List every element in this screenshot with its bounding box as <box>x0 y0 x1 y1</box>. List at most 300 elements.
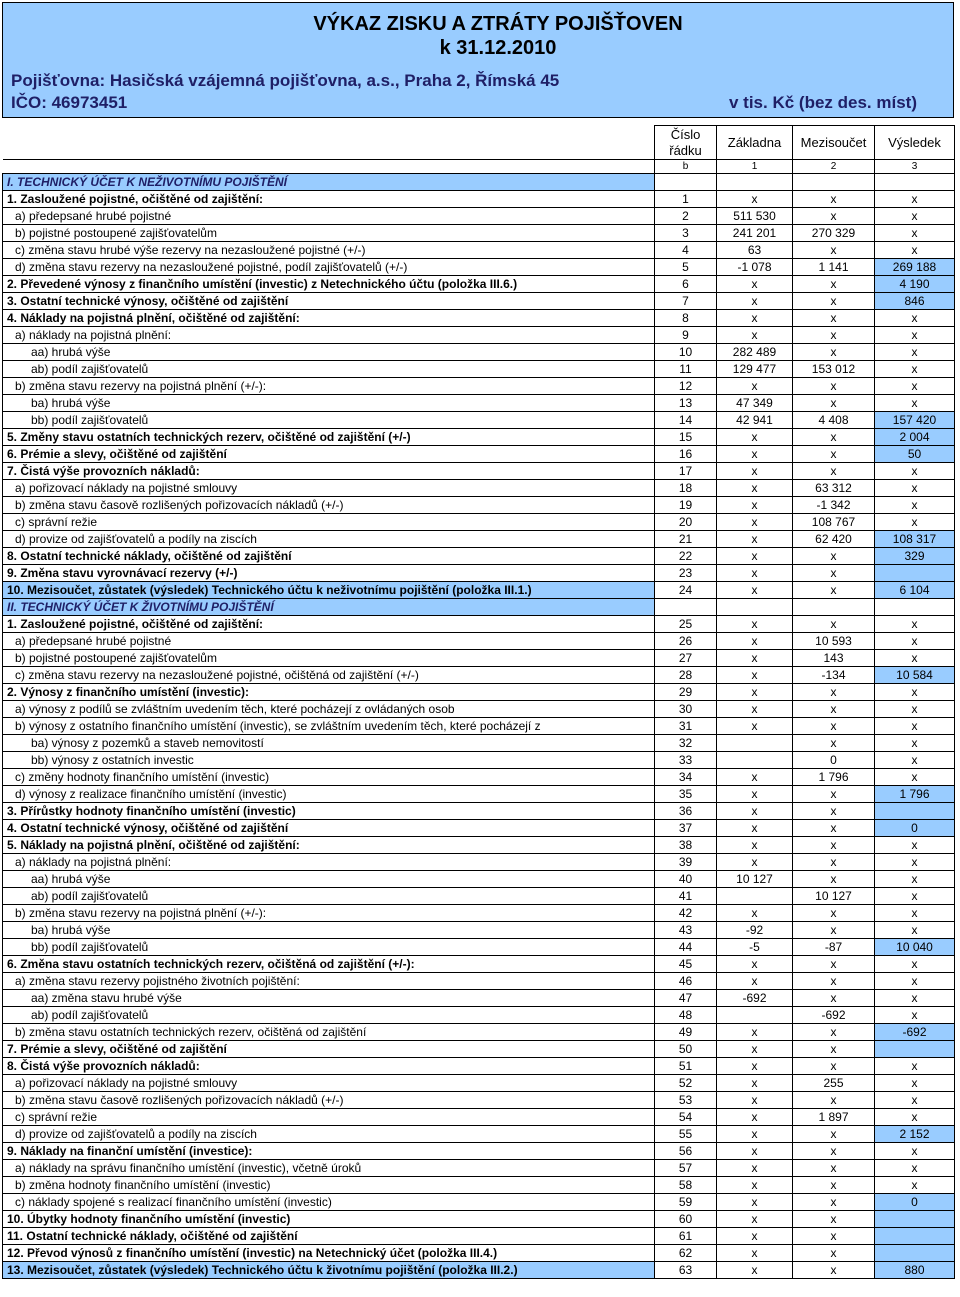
row-number-cell: 15 <box>655 429 717 446</box>
row-label: 2. Výnosy z finančního umístění (investic): <box>3 684 655 701</box>
col-base: Základna <box>717 126 793 160</box>
table-row <box>3 514 955 531</box>
subtotal-cell: x <box>793 378 875 395</box>
base-cell: x <box>717 1177 793 1194</box>
row-label: b) pojistné postoupené zajišťovatelům <box>3 650 655 667</box>
table-row <box>3 1211 955 1228</box>
subtotal-cell: x <box>793 803 875 820</box>
row-number-cell: 46 <box>655 973 717 990</box>
subtotal-cell: x <box>793 1024 875 1041</box>
row-label: 9. Změna stavu vyrovnávací rezervy (+/-) <box>3 565 655 582</box>
subtotal-cell: x <box>793 956 875 973</box>
section-blank-cell <box>793 174 875 191</box>
row-label: a) náklady na pojistná plnění: <box>3 327 655 344</box>
subtotal-cell: 143 <box>793 650 875 667</box>
row-label: c) změna stavu rezervy na nezasloužené pojistné, očištěná od zajištění (+/-) <box>3 667 655 684</box>
section-blank-cell <box>717 599 793 616</box>
result-cell: 0 <box>875 1194 955 1211</box>
table-row <box>3 1092 955 1109</box>
subtotal-cell: 1 796 <box>793 769 875 786</box>
base-cell: x <box>717 1211 793 1228</box>
row-label: bb) výnosy z ostatních investic <box>3 752 655 769</box>
report-date: k 31.12.2010 <box>439 37 557 59</box>
row-number-cell: 6 <box>655 276 717 293</box>
row-number-cell: 3 <box>655 225 717 242</box>
subtotal-cell: x <box>793 684 875 701</box>
base-cell: x <box>717 582 793 599</box>
row-number-cell: 57 <box>655 1160 717 1177</box>
base-cell: x <box>717 1075 793 1092</box>
result-cell: 846 <box>875 293 955 310</box>
base-cell: x <box>717 820 793 837</box>
result-cell: 10 040 <box>875 939 955 956</box>
result-cell: 880 <box>875 1262 955 1279</box>
subtotal-cell: x <box>793 701 875 718</box>
result-cell: x <box>875 225 955 242</box>
row-label: ba) výnosy z pozemků a staveb nemovitostí <box>3 735 655 752</box>
row-number-cell: 20 <box>655 514 717 531</box>
table-row <box>3 888 955 905</box>
subtotal-cell: 4 408 <box>793 412 875 429</box>
result-cell: x <box>875 990 955 1007</box>
table-row <box>3 378 955 395</box>
section-blank-cell <box>655 174 717 191</box>
code-base: 1 <box>717 160 793 174</box>
base-cell: 129 477 <box>717 361 793 378</box>
row-number-cell: 48 <box>655 1007 717 1024</box>
result-cell: x <box>875 769 955 786</box>
row-number-cell: 8 <box>655 310 717 327</box>
subtotal-cell: 0 <box>793 752 875 769</box>
base-cell: x <box>717 905 793 922</box>
subtotal-cell: x <box>793 208 875 225</box>
table-row <box>3 1177 955 1194</box>
row-number-cell: 41 <box>655 888 717 905</box>
row-number-cell: 25 <box>655 616 717 633</box>
row-label: a) předepsané hrubé pojistné <box>3 208 655 225</box>
row-number-cell: 29 <box>655 684 717 701</box>
row-number-cell: 36 <box>655 803 717 820</box>
subtotal-cell: x <box>793 1245 875 1262</box>
base-cell: -1 078 <box>717 259 793 276</box>
row-label: b) pojistné postoupené zajišťovatelům <box>3 225 655 242</box>
row-label: 13. Mezisoučet, zůstatek (výsledek) Technického účtu k životnímu pojištění (položka III.2.) <box>3 1262 655 1279</box>
base-cell: x <box>717 1024 793 1041</box>
result-cell: x <box>875 1075 955 1092</box>
result-cell: x <box>875 871 955 888</box>
result-cell: 0 <box>875 820 955 837</box>
row-label: a) změna stavu rezervy pojistného životních pojištění: <box>3 973 655 990</box>
table-row <box>3 531 955 548</box>
row-label: ab) podíl zajišťovatelů <box>3 1007 655 1024</box>
row-label: 12. Převod výnosů z finančního umístění (investic) na Netechnický účet (položka III.4.) <box>3 1245 655 1262</box>
base-cell: 63 <box>717 242 793 259</box>
subtotal-cell: -134 <box>793 667 875 684</box>
base-cell: x <box>717 633 793 650</box>
result-cell: x <box>875 854 955 871</box>
row-number-cell: 63 <box>655 1262 717 1279</box>
row-label: b) změna stavu rezervy na pojistná plnění (+/-): <box>3 905 655 922</box>
base-cell: x <box>717 429 793 446</box>
table-row <box>3 395 955 412</box>
row-label: 10. Úbytky hodnoty finančního umístění (investic) <box>3 1211 655 1228</box>
base-cell <box>717 752 793 769</box>
row-label: 7. Prémie a slevy, očištěné od zajištění <box>3 1041 655 1058</box>
result-cell: x <box>875 497 955 514</box>
row-number-cell: 16 <box>655 446 717 463</box>
table-row <box>3 837 955 854</box>
row-number-cell: 11 <box>655 361 717 378</box>
table-row <box>3 1024 955 1041</box>
table-row <box>3 1228 955 1245</box>
row-label: bb) podíl zajišťovatelů <box>3 412 655 429</box>
row-label: d) provize od zajišťovatelů a podíly na ziscích <box>3 531 655 548</box>
base-cell: 42 941 <box>717 412 793 429</box>
row-number-cell: 51 <box>655 1058 717 1075</box>
table-row <box>3 769 955 786</box>
code-row-no: b <box>655 160 717 174</box>
subtotal-cell: x <box>793 735 875 752</box>
row-label: a) výnosy z podílů se zvláštním uvedením těch, které pocházejí z ovládaných osob <box>3 701 655 718</box>
subtotal-cell: x <box>793 548 875 565</box>
col-result: Výsledek <box>875 126 955 160</box>
table-row <box>3 1109 955 1126</box>
subtotal-cell: x <box>793 786 875 803</box>
subtotal-cell: x <box>793 616 875 633</box>
row-number-cell: 27 <box>655 650 717 667</box>
base-cell: x <box>717 1262 793 1279</box>
table-row <box>3 1007 955 1024</box>
subtotal-cell: x <box>793 1262 875 1279</box>
row-number-cell: 47 <box>655 990 717 1007</box>
row-number-cell: 40 <box>655 871 717 888</box>
result-cell: x <box>875 1058 955 1075</box>
base-cell <box>717 1007 793 1024</box>
row-number-cell: 35 <box>655 786 717 803</box>
row-number-cell: 10 <box>655 344 717 361</box>
row-number-cell: 14 <box>655 412 717 429</box>
row-number-cell: 12 <box>655 378 717 395</box>
row-number-cell: 43 <box>655 922 717 939</box>
base-cell: x <box>717 769 793 786</box>
row-label: bb) podíl zajišťovatelů <box>3 939 655 956</box>
base-cell: x <box>717 378 793 395</box>
row-number-cell: 18 <box>655 480 717 497</box>
result-cell: x <box>875 752 955 769</box>
result-cell: x <box>875 378 955 395</box>
row-number-cell: 54 <box>655 1109 717 1126</box>
subtotal-cell: x <box>793 1194 875 1211</box>
row-label: 4. Ostatní technické výnosy, očištěné od zajištění <box>3 820 655 837</box>
row-number-cell: 62 <box>655 1245 717 1262</box>
result-cell: -692 <box>875 1024 955 1041</box>
result-cell: x <box>875 1109 955 1126</box>
subtotal-cell: x <box>793 990 875 1007</box>
row-number-cell: 38 <box>655 837 717 854</box>
row-label: 4. Náklady na pojistná plnění, očištěné od zajištění: <box>3 310 655 327</box>
subtotal-cell: x <box>793 191 875 208</box>
base-cell: x <box>717 956 793 973</box>
subtotal-cell: x <box>793 446 875 463</box>
result-cell: 157 420 <box>875 412 955 429</box>
base-cell: x <box>717 565 793 582</box>
result-cell: x <box>875 463 955 480</box>
table-row <box>3 310 955 327</box>
result-cell: 269 188 <box>875 259 955 276</box>
table-row <box>3 752 955 769</box>
code-subtotal: 2 <box>793 160 875 174</box>
row-label: 8. Čistá výše provozních nákladů: <box>3 1058 655 1075</box>
table-row <box>3 463 955 480</box>
base-cell: x <box>717 1228 793 1245</box>
row-label: ba) hrubá výše <box>3 922 655 939</box>
base-cell: x <box>717 480 793 497</box>
unit-note: v tis. Kč (bez des. míst) <box>729 93 917 112</box>
row-label: a) pořizovací náklady na pojistné smlouvy <box>3 1075 655 1092</box>
base-cell: x <box>717 667 793 684</box>
base-cell: x <box>717 718 793 735</box>
subtotal-cell: -1 342 <box>793 497 875 514</box>
table-row <box>3 939 955 956</box>
subtotal-cell: 270 329 <box>793 225 875 242</box>
row-number-cell: 9 <box>655 327 717 344</box>
result-cell: 10 584 <box>875 667 955 684</box>
row-number-cell: 45 <box>655 956 717 973</box>
row-label: aa) hrubá výše <box>3 344 655 361</box>
result-cell: x <box>875 242 955 259</box>
col-row-no: Číslo řádku <box>655 126 717 160</box>
row-number-cell: 24 <box>655 582 717 599</box>
section-blank-cell <box>717 174 793 191</box>
subtotal-cell: 63 312 <box>793 480 875 497</box>
subtotal-cell: x <box>793 837 875 854</box>
row-label: b) výnosy z ostatního finančního umístění (investic), se zvláštním uvedením těch, které pocházejí z <box>3 718 655 735</box>
row-label: 9. Náklady na finanční umístění (investice): <box>3 1143 655 1160</box>
subtotal-cell: x <box>793 718 875 735</box>
table-row <box>3 718 955 735</box>
subtotal-cell: x <box>793 1177 875 1194</box>
subtotal-cell: x <box>793 327 875 344</box>
base-cell: x <box>717 786 793 803</box>
column-header-row <box>3 126 955 160</box>
row-number-cell: 17 <box>655 463 717 480</box>
table-row <box>3 565 955 582</box>
base-cell: x <box>717 1092 793 1109</box>
result-cell: x <box>875 480 955 497</box>
result-cell: 2 152 <box>875 1126 955 1143</box>
report-header <box>2 2 954 118</box>
subtotal-cell: x <box>793 1211 875 1228</box>
base-cell: 511 530 <box>717 208 793 225</box>
result-cell: x <box>875 310 955 327</box>
base-cell: x <box>717 1143 793 1160</box>
subtotal-cell: x <box>793 293 875 310</box>
section-blank-cell <box>655 599 717 616</box>
row-label: 3. Přírůstky hodnoty finančního umístění (investic) <box>3 803 655 820</box>
table-row <box>3 259 955 276</box>
base-cell: -692 <box>717 990 793 1007</box>
table-row <box>3 327 955 344</box>
table-row <box>3 1126 955 1143</box>
result-cell: 108 317 <box>875 531 955 548</box>
table-row <box>3 786 955 803</box>
subtotal-cell: x <box>793 429 875 446</box>
row-number-cell: 37 <box>655 820 717 837</box>
base-cell: x <box>717 837 793 854</box>
row-label: 7. Čistá výše provozních nákladů: <box>3 463 655 480</box>
result-cell: x <box>875 956 955 973</box>
row-label: b) změna hodnoty finančního umístění (investic) <box>3 1177 655 1194</box>
subtotal-cell: x <box>793 1228 875 1245</box>
table-row <box>3 1194 955 1211</box>
base-cell: 241 201 <box>717 225 793 242</box>
base-cell: x <box>717 327 793 344</box>
subtotal-cell: x <box>793 922 875 939</box>
table-row <box>3 871 955 888</box>
report-title: VÝKAZ ZISKU A ZTRÁTY POJIŠŤOVEN <box>313 13 683 35</box>
col-subtotal: Mezisoučet <box>793 126 875 160</box>
table-row <box>3 1075 955 1092</box>
row-label: 5. Změny stavu ostatních technických rezerv, očištěné od zajištění (+/-) <box>3 429 655 446</box>
subtotal-cell: 108 767 <box>793 514 875 531</box>
row-label: c) změna stavu hrubé výše rezervy na nezasloužené pojistné (+/-) <box>3 242 655 259</box>
row-number-cell: 22 <box>655 548 717 565</box>
row-number-cell: 61 <box>655 1228 717 1245</box>
subtotal-cell: -87 <box>793 939 875 956</box>
subtotal-cell: x <box>793 242 875 259</box>
section-blank-cell <box>793 599 875 616</box>
subtotal-cell: 1 141 <box>793 259 875 276</box>
subtotal-cell: x <box>793 1041 875 1058</box>
subtotal-cell: 10 593 <box>793 633 875 650</box>
base-cell: -5 <box>717 939 793 956</box>
table-row <box>3 1245 955 1262</box>
row-label: 1. Zasloužené pojistné, očištěné od zajištění: <box>3 191 655 208</box>
row-number-cell: 7 <box>655 293 717 310</box>
subtotal-cell: x <box>793 1160 875 1177</box>
result-cell: x <box>875 191 955 208</box>
row-label: a) náklady na pojistná plnění: <box>3 854 655 871</box>
base-cell: 47 349 <box>717 395 793 412</box>
subtotal-cell: x <box>793 344 875 361</box>
base-cell: x <box>717 973 793 990</box>
table-row <box>3 361 955 378</box>
base-cell: x <box>717 1194 793 1211</box>
subtotal-cell: -692 <box>793 1007 875 1024</box>
base-cell <box>717 888 793 905</box>
result-cell <box>875 1245 955 1262</box>
table-row <box>3 667 955 684</box>
row-label: a) pořizovací náklady na pojistné smlouvy <box>3 480 655 497</box>
base-cell: x <box>717 446 793 463</box>
base-cell: x <box>717 276 793 293</box>
row-label: 6. Prémie a slevy, očištěné od zajištění <box>3 446 655 463</box>
table-row <box>3 429 955 446</box>
row-label: ba) hrubá výše <box>3 395 655 412</box>
table-row <box>3 990 955 1007</box>
result-cell: x <box>875 1092 955 1109</box>
base-cell: x <box>717 854 793 871</box>
row-label: d) výnosy z realizace finančního umístění (investic) <box>3 786 655 803</box>
result-cell: x <box>875 327 955 344</box>
row-number-cell: 53 <box>655 1092 717 1109</box>
column-code-row <box>3 160 955 174</box>
row-label: b) změna stavu ostatních technických rezerv, očištěná od zajištění <box>3 1024 655 1041</box>
row-number-cell: 39 <box>655 854 717 871</box>
result-cell: 1 796 <box>875 786 955 803</box>
row-number-cell: 58 <box>655 1177 717 1194</box>
result-cell: 50 <box>875 446 955 463</box>
base-cell: x <box>717 293 793 310</box>
row-label: II. TECHNICKÝ ÚČET K ŽIVOTNÍMU POJIŠTĚNÍ <box>3 599 655 616</box>
subtotal-cell: x <box>793 854 875 871</box>
result-cell: x <box>875 837 955 854</box>
table-row <box>3 633 955 650</box>
result-cell <box>875 1228 955 1245</box>
row-number-cell: 19 <box>655 497 717 514</box>
base-cell: x <box>717 1109 793 1126</box>
result-cell: x <box>875 395 955 412</box>
result-cell <box>875 803 955 820</box>
table-row <box>3 480 955 497</box>
subtotal-cell: x <box>793 973 875 990</box>
base-cell: x <box>717 191 793 208</box>
table-row <box>3 497 955 514</box>
row-label: 1. Zasloužené pojistné, očištěné od zajištění: <box>3 616 655 633</box>
result-cell: x <box>875 922 955 939</box>
table-row <box>3 922 955 939</box>
base-cell: x <box>717 1058 793 1075</box>
table-row <box>3 616 955 633</box>
row-label: ab) podíl zajišťovatelů <box>3 361 655 378</box>
row-number-cell: 32 <box>655 735 717 752</box>
row-label: c) správní režie <box>3 514 655 531</box>
row-number-cell: 5 <box>655 259 717 276</box>
subtotal-cell: x <box>793 905 875 922</box>
row-label: 6. Změna stavu ostatních technických rezerv, očištěná od zajištění (+/-): <box>3 956 655 973</box>
base-cell: x <box>717 684 793 701</box>
base-cell: x <box>717 1245 793 1262</box>
row-number-cell: 33 <box>655 752 717 769</box>
base-cell: x <box>717 650 793 667</box>
insurer-ico: IČO: 46973451 <box>11 93 128 112</box>
row-number-cell: 4 <box>655 242 717 259</box>
table-row <box>3 191 955 208</box>
row-label: d) provize od zajišťovatelů a podíly na ziscích <box>3 1126 655 1143</box>
result-cell: x <box>875 616 955 633</box>
result-cell: 6 104 <box>875 582 955 599</box>
result-cell: x <box>875 344 955 361</box>
row-number-cell: 55 <box>655 1126 717 1143</box>
base-cell: x <box>717 463 793 480</box>
insurer-name: Pojišťovna: Hasičská vzájemná pojišťovna, a.s., Praha 2, Římská 45 <box>11 71 560 90</box>
base-cell: x <box>717 616 793 633</box>
row-number-cell: 13 <box>655 395 717 412</box>
result-cell: x <box>875 973 955 990</box>
subtotal-cell: 1 897 <box>793 1109 875 1126</box>
table-row <box>3 973 955 990</box>
table-row <box>3 956 955 973</box>
subtotal-cell: x <box>793 276 875 293</box>
base-cell: x <box>717 1041 793 1058</box>
section-blank-cell <box>875 174 955 191</box>
row-number-cell: 59 <box>655 1194 717 1211</box>
table-row <box>3 735 955 752</box>
row-number-cell: 21 <box>655 531 717 548</box>
result-cell: x <box>875 1143 955 1160</box>
base-cell: x <box>717 531 793 548</box>
row-label: b) změna stavu časově rozlišených pořizovacích nákladů (+/-) <box>3 497 655 514</box>
